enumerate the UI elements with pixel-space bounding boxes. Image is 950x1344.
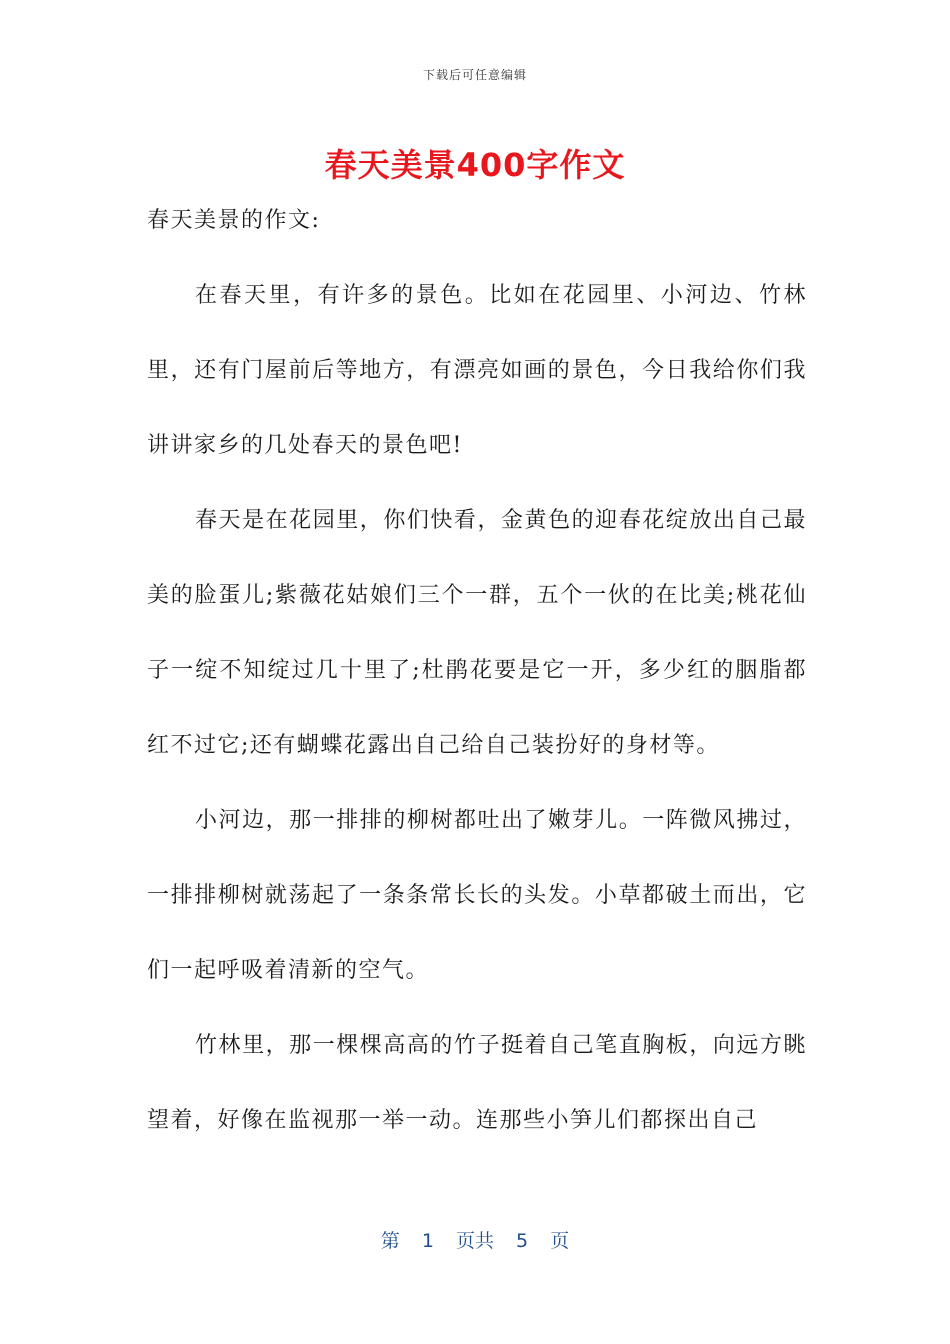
current-page-number: 1 — [421, 1230, 434, 1252]
page-footer — [0, 1226, 950, 1253]
total-pages-number: 5 — [516, 1230, 529, 1252]
document-body — [147, 183, 807, 1158]
document-title: 春天美景400字作文 — [324, 146, 626, 184]
paragraph-2: 春天是在花园里，你们快看，金黄色的迎春花绽放出自己最美的脸蛋儿;紫薇花姑娘们三个一群，五个一伙的在比美;桃花仙子一绽不知绽过几十里了;杜鹃花要是它一开，多少红的胭脂都红不过它;还有蝴蝶花露出自己给自己装扮好的身材等。 — [147, 508, 807, 758]
footer-mid: 页共 — [455, 1230, 494, 1252]
paragraph-3: 小河边，那一排排的柳树都吐出了嫩芽儿。一阵微风拂过，一排排柳树就荡起了一条条常长长的头发。小草都破土而出，它们一起呼吸着清新的空气。 — [147, 808, 807, 983]
footer-prefix: 第 — [380, 1230, 400, 1252]
paragraph-4: 竹林里，那一棵棵高高的竹子挺着自己笔直胸板，向远方眺望着，好像在监视那一举一动。连那些小笋儿们都探出自己 — [147, 1033, 807, 1133]
header-note: 下载后可任意编辑 — [422, 68, 527, 82]
footer-suffix: 页 — [550, 1230, 570, 1252]
intro-line: 春天美景的作文: — [147, 208, 321, 233]
paragraph-1: 在春天里，有许多的景色。比如在花园里、小河边、竹林里，还有门屋前后等地方，有漂亮如画的景色，今日我给你们我讲讲家乡的几处春天的景色吧! — [147, 283, 807, 458]
